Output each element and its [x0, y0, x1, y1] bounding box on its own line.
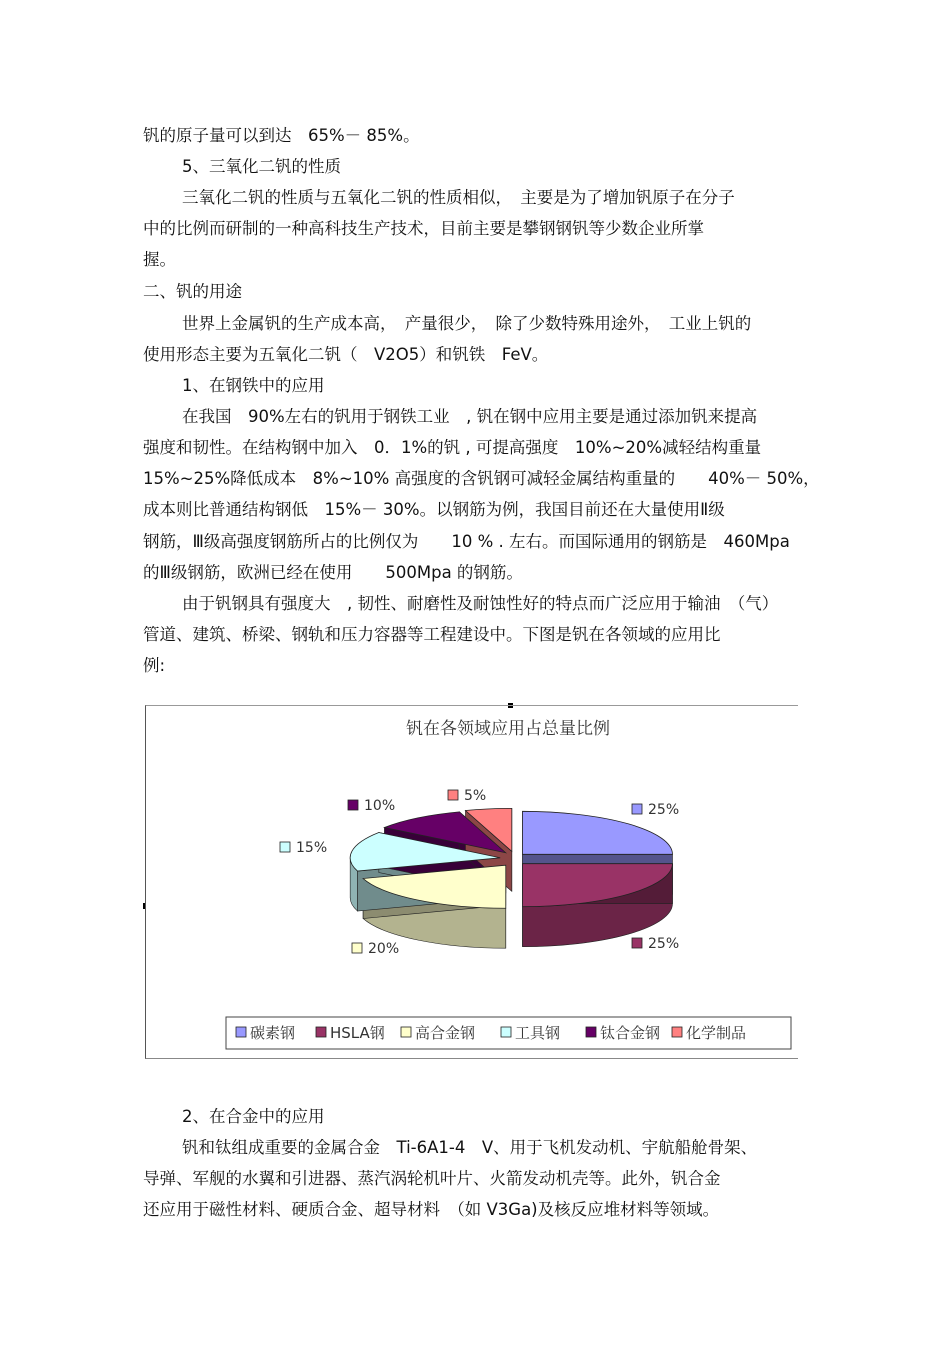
legend-item: 工具钢	[515, 1024, 561, 1042]
paragraph-line: 钒的原子量可以到达 65%－ 85%。	[143, 126, 420, 145]
paragraph-line: 握。	[143, 250, 176, 269]
data-label-swatch	[280, 842, 290, 852]
data-label: 5%	[464, 788, 487, 804]
data-label-swatch	[632, 938, 642, 948]
chart-title: 钒在各领域应用占总量比例	[406, 719, 610, 739]
section-heading: 2、在合金中的应用	[182, 1107, 325, 1126]
paragraph-line: 例:	[143, 656, 166, 675]
legend-swatch	[236, 1027, 246, 1037]
legend-item: 钛合金钢	[600, 1024, 661, 1042]
data-label: 20%	[368, 941, 400, 957]
data-label: 10%	[364, 798, 396, 814]
paragraph-line: 世界上金属钒的生产成本高， 产量很少， 除了少数特殊用途外， 工业上钒的	[182, 314, 752, 333]
legend-item: 高合金钢	[415, 1024, 476, 1042]
section-heading: 1、在钢铁中的应用	[182, 376, 325, 395]
legend-item: HSLA钢	[330, 1024, 385, 1042]
data-label-swatch	[348, 800, 358, 810]
paragraph-line: 钢筋，Ⅲ级高强度钢筋所占的比例仅为 10 % . 左右。而国际通用的钢筋是 460Mpa	[143, 532, 790, 551]
data-label-swatch	[632, 804, 642, 814]
section-heading: 二、钒的用途	[143, 282, 242, 301]
chart-canvas	[146, 706, 798, 1058]
data-label: 15%	[296, 840, 328, 856]
data-label: 25%	[648, 802, 680, 818]
data-label-swatch	[352, 943, 362, 953]
legend-item: 化学制品	[686, 1024, 747, 1042]
legend-swatch	[316, 1027, 326, 1037]
paragraph-line: 还应用于磁性材料、硬质合金、超导材料 （如 V3Ga)及核反应堆材料等领域。	[143, 1200, 720, 1219]
paragraph-line: 钒和钛组成重要的金属合金 Ti-6A1-4 V、用于飞机发动机、宇航船舱骨架、	[182, 1138, 758, 1157]
paragraph-line: 的Ⅲ级钢筋，欧洲已经在使用 500Mpa 的钢筋。	[143, 563, 523, 582]
legend-swatch	[586, 1027, 596, 1037]
paragraph-line: 使用形态主要为五氧化二钒（ V2O5）和钒铁 FeV。	[143, 345, 549, 364]
data-label-swatch	[448, 790, 458, 800]
paragraph-line: 15%~25%降低成本 8%~10% 高强度的含钒钢可减轻金属结构重量的 40%－ 50%，	[143, 469, 820, 488]
legend-swatch	[501, 1027, 511, 1037]
paragraph-line: 强度和韧性。在结构钢中加入 0．1%的钒 , 可提高强度 10%~20%减轻结构重量	[143, 438, 762, 457]
paragraph-line: 由于钒钢具有强度大 , 韧性、耐磨性及耐蚀性好的特点而广泛应用于输油 （气）	[182, 594, 779, 613]
pie-chart	[145, 705, 798, 1059]
legend-item: 碳素钢	[250, 1024, 296, 1042]
paragraph-line: 管道、建筑、桥梁、钢轨和压力容器等工程建设中。下图是钒在各领域的应用比	[143, 625, 721, 644]
paragraph-line: 三氧化二钒的性质与五氧化二钒的性质相似， 主要是为了增加钒原子在分子	[182, 188, 735, 207]
data-label: 25%	[648, 936, 680, 952]
legend-swatch	[672, 1027, 682, 1037]
paragraph-line: 中的比例而研制的一种高科技生产技术，目前主要是攀钢钢钒等少数企业所掌	[143, 219, 704, 238]
paragraph-line: 在我国 90%左右的钒用于钢铁工业 , 钒在钢中应用主要是通过添加钒来提高	[182, 407, 758, 426]
legend-swatch	[401, 1027, 411, 1037]
paragraph-line: 导弹、军舰的水翼和引进器、蒸汽涡轮机叶片、火箭发动机壳等。此外，钒合金	[143, 1169, 721, 1188]
section-heading: 5、三氧化二钒的性质	[182, 157, 341, 176]
paragraph-line: 成本则比普通结构钢低 15%－ 30%。以钢筋为例，我国目前还在大量使用Ⅱ级	[143, 500, 725, 519]
